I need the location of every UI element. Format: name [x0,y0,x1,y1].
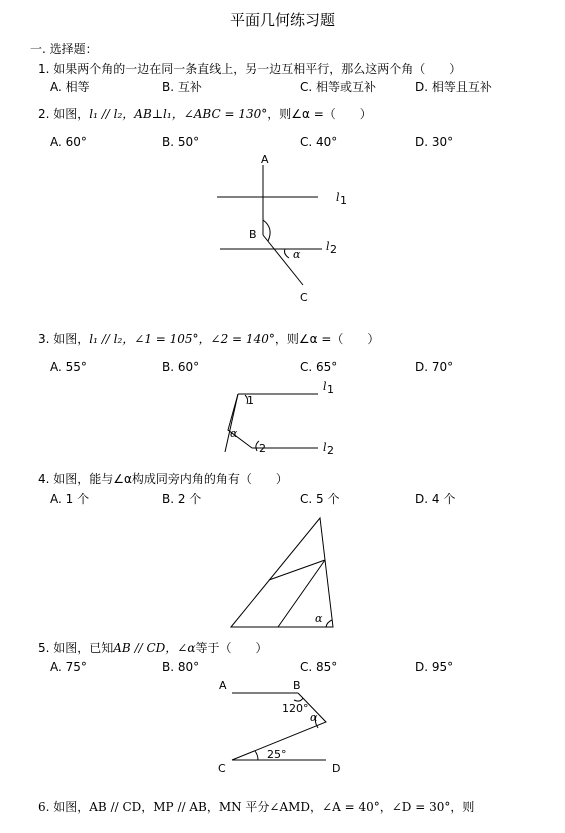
q4-label-alpha: α [315,612,323,625]
q3-condition: l₁ // l₂，∠1 = 105°，∠2 = 140° [89,332,275,346]
q2-label-b: B [249,228,257,241]
q2-label-c: C [300,291,308,304]
q1-option-d: D. 相等且互补 [415,80,492,94]
q1-option-b: B. 互补 [162,80,202,94]
q4-option-c: C. 5 个 [300,492,340,506]
q2-option-c: C. 40° [300,135,338,149]
question-1-text: 1. 如果两个角的一边在同一条直线上，另一边互相平行，那么这两个角（ ） [38,62,462,76]
q3-label-1: 1 [247,394,254,407]
q3-suffix: ，则∠α =（ ） [274,332,380,346]
q2-label-a: A [261,153,269,166]
q5-condition: AB // CD，∠α [113,641,196,655]
q5-label-c: C [218,762,226,775]
q3-option-a: A. 55° [50,360,87,374]
page-title: 平面几何练习题 [229,11,335,29]
q3-label-alpha: α [230,427,238,440]
q2-label-alpha: α [293,248,301,261]
q5-angle-120-arc [294,698,303,701]
q3-label-l2-sub: 2 [327,444,334,457]
q5-suffix: 等于（ ） [195,641,268,655]
q2-label-l1: l [336,191,340,204]
q2-option-a: A. 60° [50,135,87,149]
q2-label-l2-sub: 2 [330,243,337,256]
q5-label-25: 25° [267,748,287,761]
q5-option-c: C. 85° [300,660,338,674]
q5-prefix: 5. 如图，已知 [38,641,114,655]
q5-label-b: B [293,679,301,692]
q1-option-c: C. 相等或互补 [300,80,377,94]
q3-label-2: 2 [259,442,266,455]
q5-option-a: A. 75° [50,660,87,674]
q5-angle-25-arc [255,751,258,760]
q2-prefix: 2. 如图， [38,107,90,121]
q3-label-l1: l [323,380,327,393]
q3-label-l1-sub: 1 [327,383,334,396]
q4-option-d: D. 4 个 [415,492,456,506]
q4-option-b: B. 2 个 [162,492,202,506]
q5-label-d: D [332,762,341,775]
q2-label-l1-sub: 1 [340,194,347,207]
q5-option-b: B. 80° [162,660,200,674]
q4-option-a: A. 1 个 [50,492,90,506]
q5-option-d: D. 95° [415,660,454,674]
q1-option-a: A. 相等 [50,80,90,94]
q3-prefix: 3. 如图， [38,332,90,346]
q5-label-alpha: α [310,711,318,724]
question-6-text [38,798,474,815]
q5-label-a: A [219,679,227,692]
q6-text: 6. 如图，AB // CD，MP // AB，MN 平分∠AMD，∠A = 40°，∠D = 30°，则 [38,800,475,814]
q2-suffix: ，则∠α =（ ） [267,107,372,121]
q2-label-l2: l [326,240,330,253]
section-heading: 一. 选择题： [30,42,98,56]
q2-option-b: B. 50° [162,135,200,149]
q3-label-l2: l [323,441,327,454]
q2-option-d: D. 30° [415,135,454,149]
q3-option-c: C. 65° [300,360,338,374]
q2-condition: l₁ // l₂，AB⊥l₁，∠ABC = 130° [89,107,268,121]
q3-option-d: D. 70° [415,360,454,374]
q5-label-120: 120° [282,702,309,715]
q3-option-b: B. 60° [162,360,200,374]
question-4-text: 4. 如图，能与∠α构成同旁内角的角有（ ） [38,472,288,486]
